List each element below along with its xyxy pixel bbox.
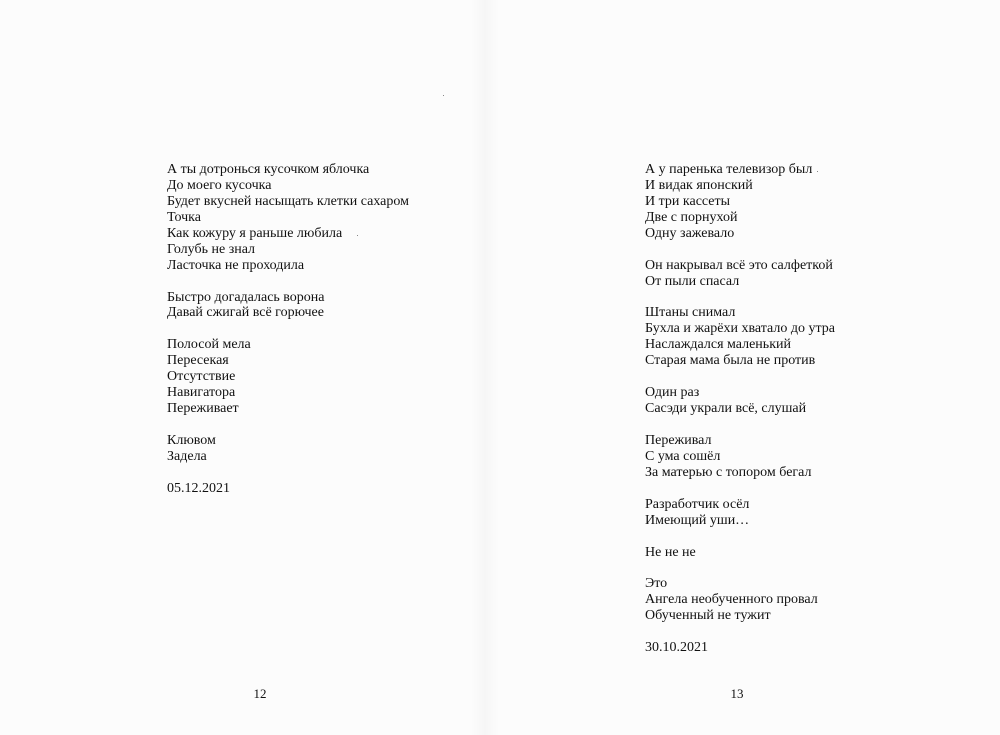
poem-line: Сасэди украли всё, слушай [645,401,807,417]
poem-line: Голубь не знал [167,241,256,257]
poem-line: Наслаждался маленький [645,337,791,353]
poem-line: Быстро догадалась ворона [167,289,325,305]
poem-line: Бухла и жарёхи хватало до утра [645,321,835,337]
poem-line: Одну зажевало [645,225,735,241]
poem-line: Штаны снимал [645,305,736,321]
stanza-break [167,321,409,337]
stanza-break [645,624,835,640]
poem-line: За матерью с топором бегал [645,464,812,480]
poem-line: Не не не [645,544,696,560]
poem-line: Обученный не тужит [645,608,771,624]
poem-line: И видак японский [645,177,753,193]
poem-line: Две с порнухой [645,209,738,225]
poem-line: Пересекая [167,353,229,369]
poem-line: И три кассеты [645,193,731,209]
stanza-break [167,417,409,433]
poem-line: Разработчик осёл [645,496,750,512]
stanza-break [167,465,409,481]
poem-line: Задела [167,448,207,464]
poem-line: Давай сжигай всё горючее [167,305,324,321]
stanza-break [645,290,835,306]
poem-line: А у паренька телевизор был [645,162,813,177]
poem-line: Ласточка не проходила [167,257,305,273]
page-number: 12 [253,686,267,701]
poem-line: Один раз [645,385,700,401]
left-poem [167,162,409,497]
stanza-break [167,274,409,290]
scan-speck [443,95,444,96]
poem-line: Полосой мела [167,337,251,353]
poem-date: 05.12.2021 [167,480,230,496]
stanza-break [645,242,835,258]
poem-line: Навигатора [167,385,236,401]
stanza-break [645,529,835,545]
poem-line: С ума сошёл [645,448,721,464]
poem-date: 30.10.2021 [645,640,708,656]
right-poem [645,162,835,656]
stanza-break [645,417,835,433]
poem-line: Как кожуру я раньше любила [167,225,343,241]
poem-line: Переживал [645,432,712,448]
poem-line: Это [645,576,668,592]
scan-speck [817,171,818,172]
scan-speck [357,235,358,236]
poem-line: А ты дотронься кусочком яблочка [167,162,370,177]
poem-line: От пыли спасал [645,273,740,289]
poem-line: Переживает [167,401,239,417]
poem-line: До моего кусочка [167,177,272,193]
poem-line: Он накрывал всё это салфеткой [645,257,833,273]
page-number: 13 [730,686,744,701]
poem-line: Старая мама была не против [645,353,816,369]
poem-line: Клювом [167,432,216,448]
left-page [0,0,480,735]
right-page [480,0,1000,735]
poem-line: Точка [167,209,201,225]
poem-line: Будет вкусней насыщать клетки сахаром [167,193,409,209]
stanza-break [645,560,835,576]
poem-line: Имеющий уши… [645,512,750,528]
stanza-break [645,369,835,385]
poem-line: Ангела необученного провал [645,592,818,608]
poem-line: Отсутствие [167,369,236,385]
stanza-break [645,481,835,497]
